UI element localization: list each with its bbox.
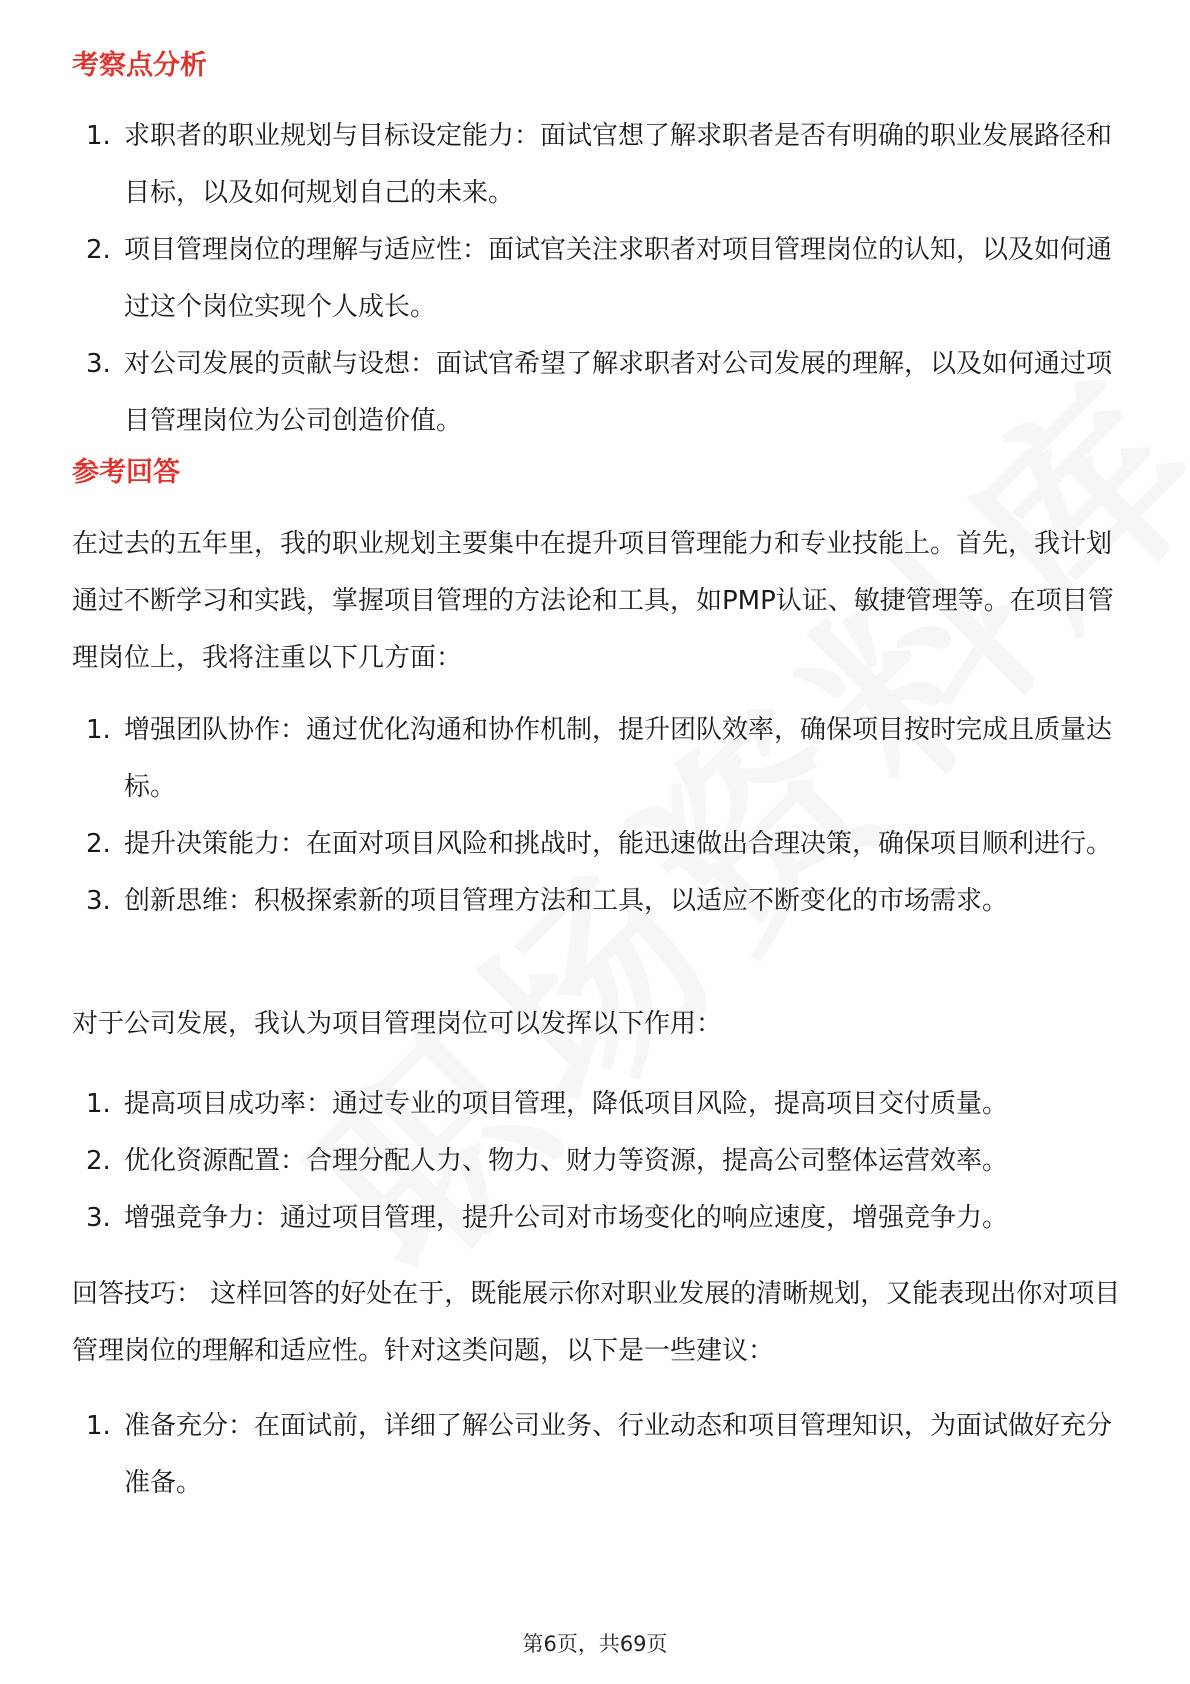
list-item: 3. 创新思维：积极探索新的项目管理方法和工具，以适应不断变化的市场需求。 xyxy=(86,886,1009,916)
list-item: 3. 对公司发展的贡献与设想：面试官希望了解求职者对公司发展的理解，以及如何通过项目管理岗位为公司创造价值。 xyxy=(86,349,1113,436)
tips-intro: 回答技巧： 这样回答的好处在于，既能展示你对职业发展的清晰规划，又能表现出你对项目管理岗位的理解和适应性。针对这类问题，以下是一些建议： xyxy=(72,1279,1121,1366)
tips-list xyxy=(72,1398,1122,1512)
list-item: 2. 项目管理岗位的理解与适应性：面试官关注求职者对项目管理岗位的认知，以及如何通过这个岗位实现个人成长。 xyxy=(86,235,1113,322)
list-item: 1. 增强团队协作：通过优化沟通和协作机制，提升团队效率，确保项目按时完成且质量达标。 xyxy=(86,715,1113,802)
focus-list xyxy=(72,702,1122,930)
company-intro: 对于公司发展，我认为项目管理岗位可以发挥以下作用： xyxy=(72,1009,723,1039)
list-item: 1. 准备充分：在面试前，详细了解公司业务、行业动态和项目管理知识，为面试做好充分准备。 xyxy=(86,1411,1113,1498)
company-list xyxy=(72,1076,1122,1247)
section-title-analysis: 考察点分析 xyxy=(72,50,207,81)
answer-intro: 在过去的五年里，我的职业规划主要集中在提升项目管理能力和专业技能上。首先，我计划通过不断学习和实践，掌握项目管理的方法论和工具，如PMP认证、敏捷管理等。在项目管理岗位上，我将注重以下几方面： xyxy=(72,529,1114,673)
analysis-list xyxy=(72,108,1122,450)
list-item: 1. 求职者的职业规划与目标设定能力：面试官想了解求职者是否有明确的职业发展路径和目标，以及如何规划自己的未来。 xyxy=(86,121,1113,208)
list-item: 1. 提高项目成功率：通过专业的项目管理，降低项目风险，提高项目交付质量。 xyxy=(86,1089,1009,1119)
list-item: 2. 优化资源配置：合理分配人力、物力、财力等资源，提高公司整体运营效率。 xyxy=(86,1146,1009,1176)
list-item: 2. 提升决策能力：在面对项目风险和挑战时，能迅速做出合理决策，确保项目顺利进行。 xyxy=(86,829,1113,859)
page-footer: 第6页，共69页 xyxy=(522,1632,668,1656)
list-item: 3. 增强竞争力：通过项目管理，提升公司对市场变化的响应速度，增强竞争力。 xyxy=(86,1203,1009,1233)
section-title-answer: 参考回答 xyxy=(72,457,180,488)
